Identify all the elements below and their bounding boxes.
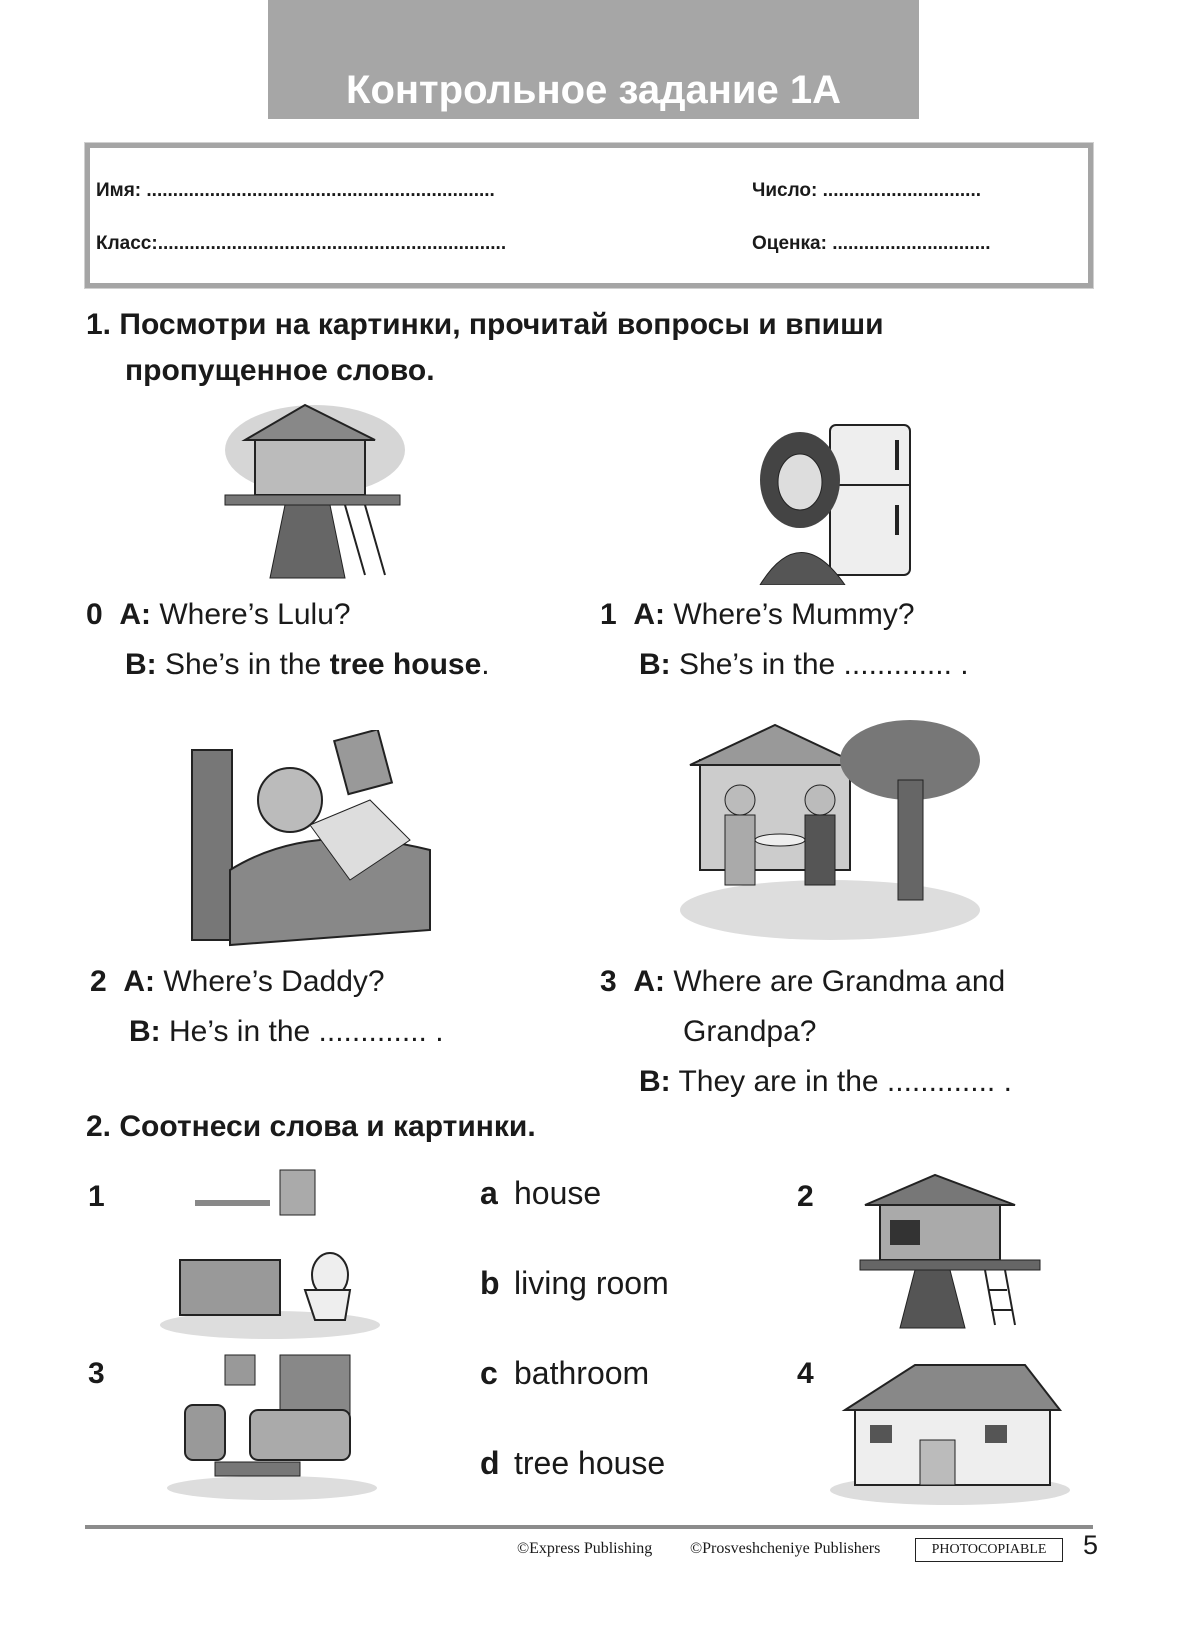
option-letter: a [480, 1175, 498, 1211]
option-letter: d [480, 1445, 500, 1481]
publisher-credit-prosveshcheniye: ©Prosveshcheniye Publishers [690, 1540, 881, 1557]
student-info-box [85, 143, 1093, 288]
question-0 [86, 590, 490, 690]
photocopiable-label: PHOTOCOPIABLE [915, 1538, 1063, 1562]
question-text: Where’s Daddy? [163, 965, 385, 998]
option-word: house [514, 1175, 602, 1211]
date-label: Число: [752, 180, 818, 201]
bedroom-daddy-illustration [190, 730, 435, 955]
question-text: Where’s Lulu? [159, 598, 351, 631]
option-letter: b [480, 1265, 500, 1301]
page-number: 5 [1083, 1530, 1099, 1560]
class-label: Класс: [96, 233, 158, 254]
name-label: Имя: [96, 180, 142, 201]
name-field[interactable] [96, 180, 716, 202]
task1-number: 1. [86, 308, 112, 341]
task2-number: 2. [86, 1110, 112, 1143]
option-word: bathroom [514, 1355, 650, 1391]
class-dots: .................................................................. [157, 233, 507, 254]
word-option-d[interactable] [480, 1445, 665, 1482]
question-text-cont: Grandpa? [683, 1015, 817, 1048]
speaker-b: B: [639, 1065, 671, 1098]
speaker-b: B: [129, 1015, 161, 1048]
grade-field[interactable] [752, 233, 1074, 255]
picture-number: 3 [88, 1357, 105, 1390]
grade-dots: .............................. [832, 233, 991, 254]
answer-text: She’s in the [165, 648, 330, 681]
task1-heading [86, 302, 884, 394]
answer-blank[interactable]: She’s in the ............. . [679, 648, 969, 681]
class-field[interactable] [96, 233, 716, 255]
question-text: Where are Grandma and [673, 965, 1006, 998]
word-option-a[interactable] [480, 1175, 601, 1212]
speaker-b: B: [639, 648, 671, 681]
question-number: 0 [86, 598, 103, 631]
page-title: Контрольное задание 1А [268, 0, 919, 119]
speaker-a: A: [119, 598, 152, 631]
option-word: tree house [514, 1445, 666, 1481]
task2-heading [86, 1104, 536, 1150]
living-room-illustration [160, 1350, 385, 1500]
question-1 [600, 590, 969, 690]
task1-heading-line1: Посмотри на картинки, прочитай вопросы и впиши [119, 308, 884, 341]
speaker-b: B: [125, 648, 157, 681]
option-word: living room [514, 1265, 669, 1301]
grade-label: Оценка: [752, 233, 827, 254]
option-letter: c [480, 1355, 498, 1391]
question-number: 3 [600, 965, 617, 998]
picture-number: 1 [88, 1180, 105, 1213]
task1-heading-line2: пропущенное слово. [125, 354, 435, 387]
question-number: 1 [600, 598, 617, 631]
date-field[interactable] [752, 180, 1074, 202]
question-text: Where’s Mummy? [673, 598, 915, 631]
tree-house-illustration [215, 400, 405, 580]
word-option-c[interactable] [480, 1355, 649, 1392]
speaker-a: A: [123, 965, 156, 998]
question-number: 2 [90, 965, 107, 998]
garden-grandparents-illustration [670, 720, 985, 945]
bathroom-illustration [155, 1165, 385, 1340]
speaker-a: A: [633, 965, 666, 998]
picture-number: 4 [797, 1357, 814, 1390]
example-answer: tree house [329, 648, 482, 681]
word-option-b[interactable] [480, 1265, 669, 1302]
publisher-credit-express: ©Express Publishing [517, 1540, 653, 1557]
answer-end: . [481, 648, 490, 681]
question-3 [600, 957, 1012, 1107]
tree-house-illustration-2 [855, 1170, 1050, 1330]
speaker-a: A: [633, 598, 666, 631]
task2-heading-text: Соотнеси слова и картинки. [119, 1110, 536, 1143]
question-2 [90, 957, 444, 1057]
picture-number: 2 [797, 1180, 814, 1213]
kitchen-mummy-illustration [750, 420, 915, 585]
footer-divider [85, 1525, 1093, 1529]
name-dots: .................................................................. [146, 180, 495, 201]
answer-blank[interactable]: They are in the ............. . [678, 1065, 1012, 1098]
date-dots: .............................. [822, 180, 982, 201]
house-illustration [825, 1355, 1075, 1505]
answer-blank[interactable]: He’s in the ............. . [169, 1015, 444, 1048]
